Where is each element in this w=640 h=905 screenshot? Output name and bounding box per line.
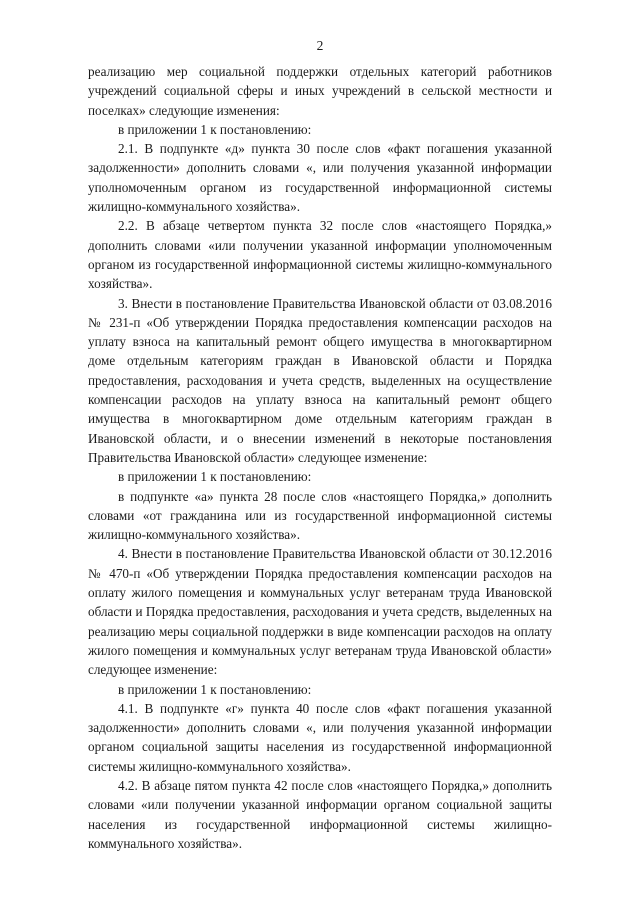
paragraph: 3. Внести в постановление Правительства Ивановской области от 03.08.2016 № 231-п «Об утверждении Порядка предоставления компенсации расходов на уплату взноса на капитальный ремонт общего имущества в многоквартирном доме отдельным категориям граждан в Ивановской области и Порядка предоставления, расходования и учета средств, выделенных на осуществление компенсации расходов на уплату взноса на капитальный ремонт общего имущества в многоквартирном доме отдельным категориям граждан в Ивановской области, и о внесении изменений в некоторые постановления Правительства Ивановской области» следующее изменение:: [88, 295, 552, 465]
document-body: [88, 62, 552, 853]
paragraph: реализацию мер социальной поддержки отдельных категорий работников учреждений социальной сферы и иных учреждений в сельской местности и поселках» следующие изменения:: [88, 64, 552, 118]
paragraph: 2.2. В абзаце четвертом пункта 32 после слов «настоящего Порядка,» дополнить словами «или получении указанной информации уполномоченным органом из государственной информационной системы жилищно-коммунального хозяйства».: [88, 218, 552, 292]
paragraph: 4.1. В подпункте «г» пункта 40 после слов «факт погашения указанной задолженности» дополнить словами «, или получения указанной информации органом социальной защиты населения из государственной информационной системы жилищно-коммунального хозяйства».: [88, 700, 552, 774]
paragraph: в подпункте «а» пункта 28 после слов «настоящего Порядка,» дополнить словами «от гражданина или из государственной информационной системы жилищно-коммунального хозяйства».: [88, 488, 552, 543]
page-number: 2: [316, 38, 324, 53]
paragraph: 4. Внести в постановление Правительства Ивановской области от 30.12.2016 № 470-п «Об утверждении Порядка предоставления компенсации расходов на оплату жилого помещения и коммунальных услуг ветеранам труда Ивановской области и Порядка предоставления, расходования и учета средств, выделенных на реализацию меры социальной поддержки в виде компенсации расходов на оплату жилого помещения и коммунальных услуг ветеранам труда Ивановской области» следующее изменение:: [88, 546, 552, 678]
paragraph: в приложении 1 к постановлению:: [118, 121, 312, 137]
paragraph: 2.1. В подпункте «д» пункта 30 после слов «факт погашения указанной задолженности» дополнить словами «, или получения указанной информации уполномоченным органом из государственной информационной системы жилищно-коммунального хозяйства».: [88, 141, 552, 215]
paragraph: в приложении 1 к постановлению:: [118, 681, 312, 697]
paragraph: 4.2. В абзаце пятом пункта 42 после слов «настоящего Порядка,» дополнить словами «или получении указанной информации органом социальной защиты населения из государственной информационной системы жилищно-коммунального хозяйства».: [88, 777, 552, 851]
paragraph: в приложении 1 к постановлению:: [118, 469, 312, 485]
